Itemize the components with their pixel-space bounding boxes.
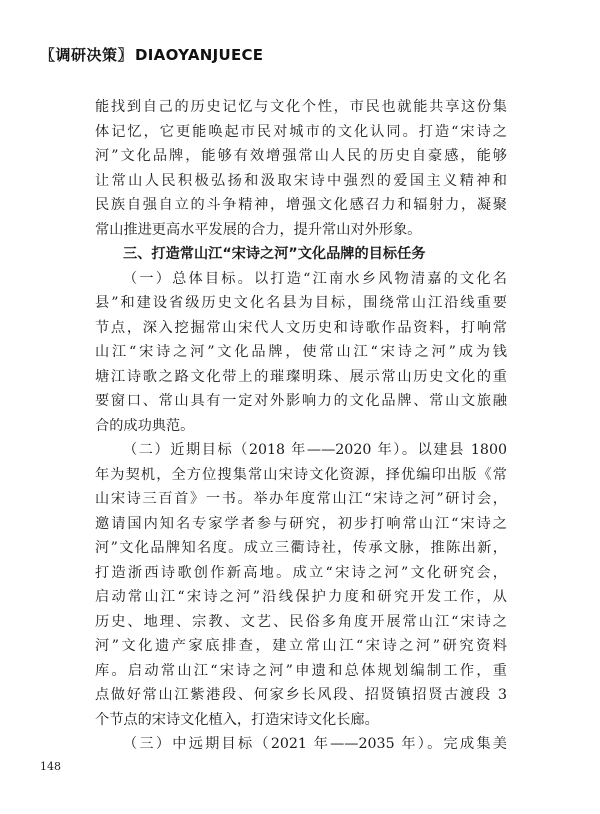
- header-bracket-close: 〗: [117, 46, 134, 64]
- article-body: [95, 95, 507, 757]
- paragraph-line: 年为契机，全方位搜集常山宋诗文化资源，择优编印出版《常: [95, 466, 507, 483]
- section-heading: 三、打造常山江“宋诗之河”文化品牌的目标任务: [123, 246, 426, 262]
- paragraph-line: 要窗口、常山具有一定对外影响力的文化品牌、常山文旅融: [95, 393, 507, 409]
- paragraph-line: 塘江诗歌之路文化带上的璀璨明珠、展示常山历史文化的重: [95, 368, 507, 385]
- paragraph-line: （二）近期目标（2018 年——2020 年）。以建县 1800: [123, 442, 507, 458]
- paragraph-line: 山江“宋诗之河”文化品牌，使常山江“宋诗之河”成为钱: [95, 344, 507, 360]
- paragraph-line: 让常山人民积极弘扬和汲取宋诗中强烈的爱国主义精神和: [95, 172, 507, 189]
- paragraph-line: 河”文化品牌，能够有效增强常山人民的历史自豪感，能够: [95, 148, 507, 164]
- header-title-cn: 调研决策: [55, 46, 118, 64]
- paragraph-line: 启动常山江“宋诗之河”沿线保护力度和研究开发工作，从: [95, 589, 507, 605]
- paragraph-line: （三）中远期目标（2021 年——2035 年）。完成集美: [123, 736, 507, 752]
- paragraph-line: 历史、地理、宗教、文艺、民俗多角度开展常山江“宋诗之: [95, 613, 507, 630]
- paragraph-line: 点做好常山江紫港段、何家乡长风段、招贤镇招贤古渡段 3: [95, 687, 507, 703]
- header-title-latin: DIAOYANJUECE: [135, 46, 264, 64]
- paragraph-line: 体记忆，它更能唤起市民对城市的文化认同。打造“宋诗之: [95, 123, 507, 140]
- running-header: [40, 44, 263, 65]
- paragraph-line: （一）总体目标。以打造“江南水乡风物清嘉的文化名: [123, 270, 507, 287]
- paragraph-line: 合的成功典范。: [95, 417, 195, 434]
- paragraph-line: 民族自强自立的斗争精神，增强文化感召力和辐射力，凝聚: [95, 197, 507, 213]
- paragraph-line: 库。启动常山江“宋诗之河”申遗和总体规划编制工作，重: [95, 662, 507, 679]
- paragraph-line: 个节点的宋诗文化植入，打造宋诗文化长廊。: [95, 711, 379, 728]
- paragraph-line: 常山推进更高水平发展的合力，提升常山对外形象。: [95, 221, 422, 238]
- paragraph-line: 河”文化遗产家底排查，建立常山江“宋诗之河”研究资料: [95, 638, 507, 654]
- paragraph-line: 邀请国内知名专家学者参与研究，初步打响常山江“宋诗之: [95, 515, 507, 532]
- paragraph-line: 节点，深入挖掘常山宋代人文历史和诗歌作品资料，打响常: [95, 319, 507, 336]
- paragraph-line: 打造浙西诗歌创作新高地。成立“宋诗之河”文化研究会，: [95, 564, 507, 581]
- paragraph-line: 山宋诗三百首》一书。举办年度常山江“宋诗之河”研讨会，: [95, 491, 507, 507]
- paragraph-line: 河”文化品牌知名度。成立三衢诗社，传承文脉，推陈出新，: [95, 540, 507, 556]
- paragraph-line: 能找到自己的历史记忆与文化个性，市民也就能共享这份集: [95, 99, 507, 115]
- page-number: 148: [40, 760, 61, 773]
- paragraph-line: 县”和建设省级历史文化名县为目标，围绕常山江沿线重要: [95, 295, 507, 311]
- header-bracket-open: 〖: [40, 46, 56, 64]
